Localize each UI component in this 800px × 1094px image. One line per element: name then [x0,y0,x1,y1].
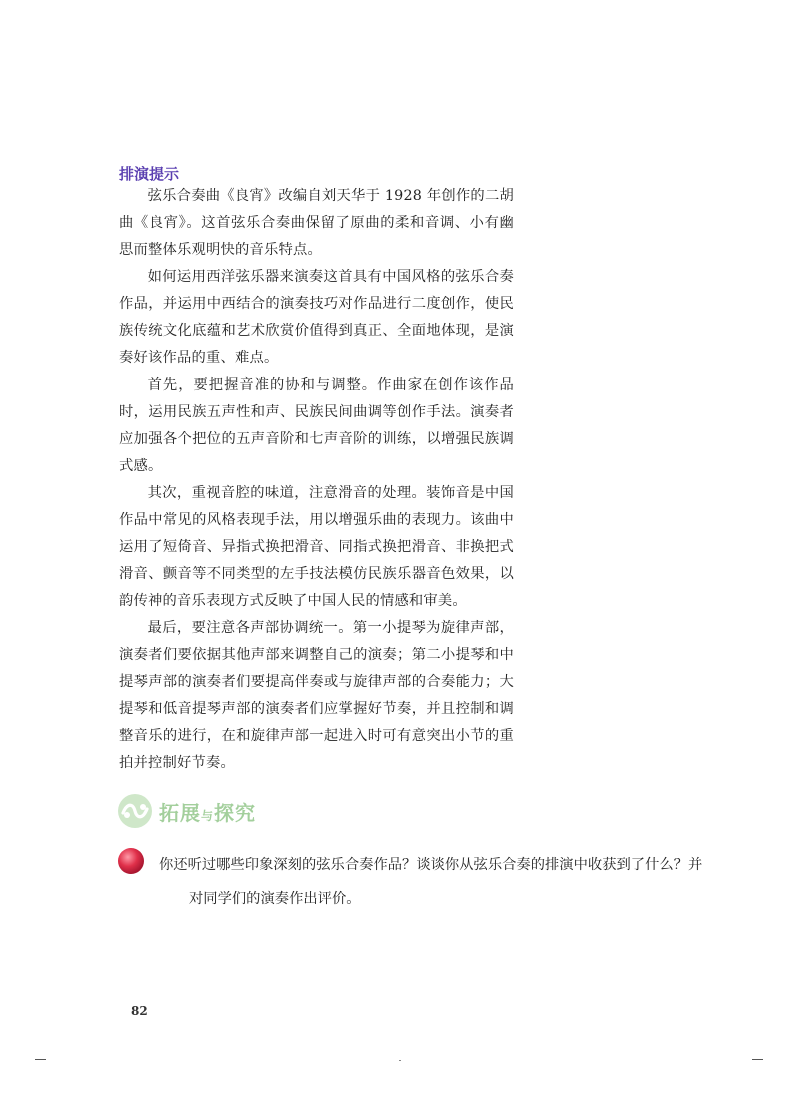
paragraph-4: 其次，重视音腔的味道，注意滑音的处理。装饰音是中国作品中常见的风格表现手法，用以增强乐曲的表现力。该曲中运用了短倚音、异指式换把滑音、同指式换把滑音、非换把式滑音、颤音等不同类型的左手技法模仿民族乐器音色效果，以韵传神的音乐表现方式反映了中国人民的情感和审美。 [119,485,514,609]
page-number: 82 [131,1004,148,1018]
explore-banner [117,793,256,829]
question-bullet-icon [116,846,146,876]
explore-title-part2: 探究 [214,800,257,825]
paragraph-3: 首先，要把握音准的协和与调整。作曲家在创作该作品时，运用民族五声性和声、民族民间曲调等创作手法。演奏者应加强各个把位的五声音阶和七声音阶的训练，以增强民族调式感。 [119,377,514,474]
explore-title-part1: 拓展 [159,800,201,825]
section-heading: 排演提示 [119,165,180,183]
crop-mark-center [399,1060,401,1061]
explore-title [159,797,256,826]
crop-mark-left [35,1059,46,1060]
crop-mark-right [752,1059,763,1060]
paragraph-5: 最后，要注意各声部协调统一。第一小提琴为旋律声部，演奏者们要依据其他声部来调整自己的演奏；第二小提琴和中提琴声部的演奏者们要提高伴奏或与旋律声部的合奏能力；大提琴和低音提琴声部的演奏者们应掌握好节奏，并且控制和调整音乐的进行，在和旋律声部一起进入时可有意突出小节的重拍并控制好节奏。 [119,620,514,771]
paragraph-2: 如何运用西洋弦乐器来演奏这首具有中国风格的弦乐合奏作品，并运用中西结合的演奏技巧对作品进行二度创作，使民族传统文化底蕴和艺术欣赏价值得到真正、全面地体现，是演奏好该作品的重、难点。 [119,269,514,366]
body-text [119,183,514,777]
explore-question: 你还听过哪些印象深刻的弦乐合奏作品？谈谈你从弦乐合奏的排演中收获到了什么？并对同学们的演奏作出评价。 [159,857,703,907]
explore-logo-icon [117,793,153,829]
paragraph-1: 弦乐合奏曲《良宵》改编自刘天华于 1928 年创作的二胡曲《良宵》。这首弦乐合奏曲保留了原曲的柔和音调、小有幽思而整体乐观明快的音乐特点。 [119,188,514,258]
explore-title-connector: 与 [201,808,215,823]
